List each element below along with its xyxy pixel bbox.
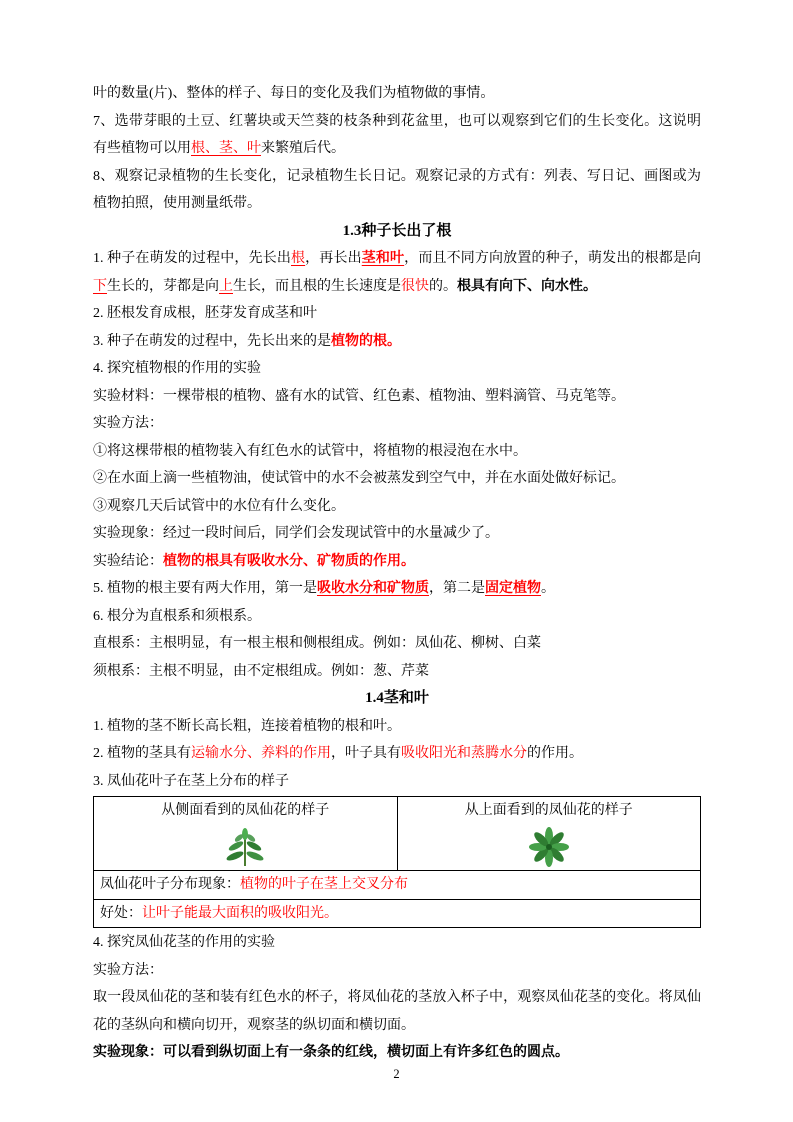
text-run: 3. 种子在萌发的过程中，先长出来的是	[93, 333, 331, 349]
table-row	[94, 871, 701, 900]
table-row-cell	[94, 871, 701, 900]
paragraph	[93, 300, 701, 328]
text-run: 很快	[401, 278, 429, 294]
text-run: 实验方法：	[93, 416, 163, 431]
text-run: 生长的，芽都是向	[107, 278, 219, 294]
text-run: 2. 胚根发育成根，胚芽发育成茎和叶	[93, 306, 317, 321]
text-run: 可以看到纵切面上有一条条的红线，横切面上有许多红色的圆点。	[163, 1045, 569, 1060]
text-run: 植物的叶子在茎上交叉分布	[240, 877, 408, 892]
paragraph	[93, 575, 701, 603]
paragraph	[93, 768, 701, 796]
text-run: 5. 植物的根主要有两大作用，第一是	[93, 581, 317, 596]
paragraph	[93, 245, 701, 300]
text-run: 实验现象：经过一段时间后，同学们会发现试管中的水量减少了。	[93, 526, 499, 541]
leaf-distribution-table	[93, 796, 701, 928]
paragraph	[93, 410, 701, 438]
text-run: ②在水面上滴一些植物油，使试管中的水不会被蒸发到空气中，并在水面处做好标记。	[93, 471, 625, 486]
text-run: 4. 探究植物根的作用的实验	[93, 361, 261, 376]
document-content	[93, 80, 701, 1067]
paragraph	[93, 438, 701, 466]
table-header-cell	[397, 797, 701, 871]
text-run: 生长，而且根的生长速度是	[233, 278, 401, 294]
text-run: ③观察几天后试管中的水位有什么变化。	[93, 498, 345, 514]
text-run: 植物的根具有吸收水分、矿物质的作用。	[163, 553, 415, 569]
paragraph	[93, 1039, 701, 1067]
text-run: 。	[541, 581, 555, 596]
paragraph	[93, 713, 701, 741]
plant-top-view-icon	[404, 824, 695, 870]
paragraph	[93, 80, 701, 108]
text-run: 根	[291, 251, 306, 266]
text-run: 吸收水分和矿物质	[317, 581, 429, 596]
table-cell-label: 从上面看到的凤仙花的样子	[464, 803, 633, 818]
text-run: 吸收阳光和蒸腾水分	[401, 746, 527, 761]
paragraph	[93, 355, 701, 383]
text-run: 下	[93, 278, 107, 294]
text-run: 好处：	[100, 905, 142, 921]
paragraph	[93, 493, 701, 521]
paragraph	[93, 630, 701, 658]
paragraph	[93, 984, 701, 1039]
text-run: 根具有向下、向水性。	[457, 278, 597, 294]
text-run: 1. 种子在萌发的过程中，先长出	[93, 251, 291, 266]
text-run: 植物的根。	[331, 333, 401, 349]
text-run: 运输水分、养料的作用	[191, 746, 331, 761]
text-run: 茎和叶	[361, 251, 405, 266]
table-row	[94, 797, 701, 871]
text-run: 的作用。	[527, 746, 583, 761]
table-cell-label: 从侧面看到的凤仙花的样子	[161, 803, 330, 818]
text-run: ，第二是	[429, 581, 485, 596]
text-run: 凤仙花叶子分布现象：	[100, 877, 240, 892]
text-run: ，叶子具有	[331, 746, 401, 761]
text-run: 2. 植物的茎具有	[93, 746, 191, 761]
text-run: 根、茎、叶	[191, 141, 261, 156]
text-run: 7、选带芽眼的土豆、红薯块或天竺葵的枝条种到花盆里，也可以观察到它们的生长变化。这说明有些植物可以用	[93, 113, 701, 156]
text-run: 上	[219, 278, 233, 294]
section-heading	[93, 218, 701, 246]
paragraph	[93, 740, 701, 768]
text-run: 直根系：主根明显，有一根主根和侧根组成。例如：凤仙花、柳树、白菜	[93, 636, 541, 651]
page-number: 2	[393, 1067, 400, 1081]
paragraph	[93, 658, 701, 686]
paragraph	[93, 929, 701, 957]
paragraph	[93, 383, 701, 411]
text-run: 让叶子能最大面积的吸收阳光。	[142, 905, 338, 921]
paragraph	[93, 548, 701, 576]
text-run: 1.4茎和叶	[365, 690, 429, 706]
text-run: 实验方法：	[93, 962, 163, 978]
text-run: 8、观察记录植物的生长变化，记录植物生长日记。观察记录的方式有：列表、写日记、画图或为植物拍照，使用测量纸带。	[93, 168, 701, 211]
text-run: 固定植物	[485, 581, 541, 596]
section-heading	[93, 685, 701, 713]
text-run: ，再长出	[305, 251, 362, 266]
text-run: 的。	[429, 278, 457, 294]
paragraph	[93, 465, 701, 493]
paragraph	[93, 603, 701, 631]
table-row-cell	[94, 899, 701, 928]
text-run: 实验结论：	[93, 553, 163, 569]
text-run: 1. 植物的茎不断长高长粗，连接着植物的根和叶。	[93, 718, 401, 734]
text-run: 实验材料：一棵带根的植物、盛有水的试管、红色素、植物油、塑料滴管、马克笔等。	[93, 388, 625, 404]
paragraph	[93, 328, 701, 356]
text-run: 叶的数量(片)、整体的样子、每日的变化及我们为植物做的事情。	[93, 86, 495, 101]
text-run: 6. 根分为直根系和须根系。	[93, 608, 261, 624]
table-header-cell	[94, 797, 398, 871]
text-run: ，而且不同方向放置的种子，萌发出的根都是向	[404, 251, 702, 266]
paragraph	[93, 957, 701, 985]
table-row	[94, 899, 701, 928]
text-run: 4. 探究凤仙花茎的作用的实验	[93, 935, 275, 950]
paragraph	[93, 520, 701, 548]
text-run: 来繁殖后代。	[261, 141, 345, 156]
text-run: 3. 凤仙花叶子在茎上分布的样子	[93, 773, 289, 789]
paragraph	[93, 108, 701, 163]
text-run: 实验现象：	[93, 1045, 163, 1060]
text-run: 须根系：主根不明显，由不定根组成。例如：葱、芹菜	[93, 663, 429, 679]
text-run: ①将这棵带根的植物装入有红色水的试管中，将植物的根浸泡在水中。	[93, 443, 527, 459]
text-run: 1.3种子长出了根	[342, 222, 452, 239]
plant-side-view-icon	[100, 824, 391, 870]
text-run: 取一段凤仙花的茎和装有红色水的杯子，将凤仙花的茎放入杯子中，观察凤仙花茎的变化。将凤仙花的茎纵向和横向切开，观察茎的纵切面和横切面。	[93, 990, 701, 1033]
paragraph	[93, 163, 701, 218]
